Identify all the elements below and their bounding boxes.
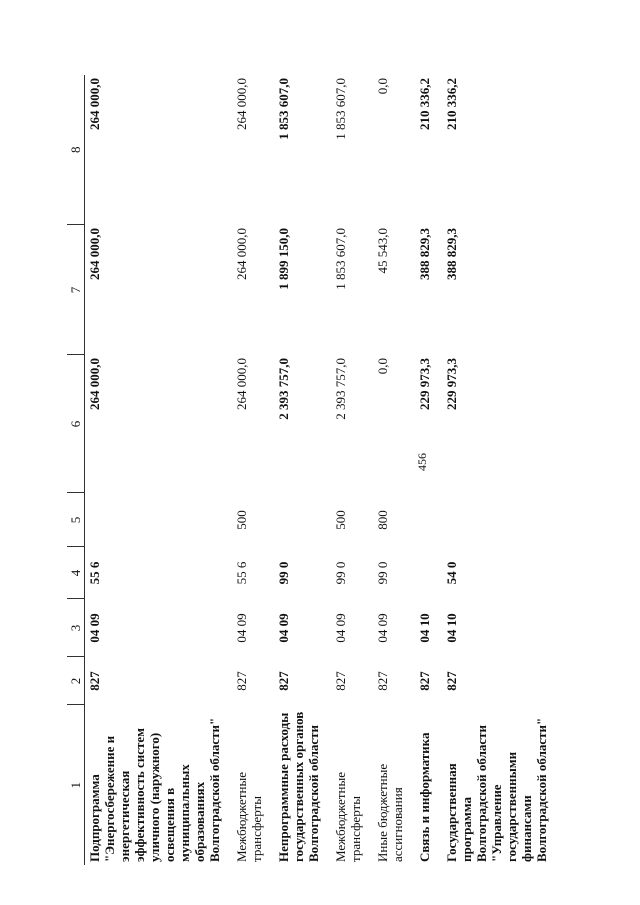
row-spacer xyxy=(224,75,232,865)
table-row xyxy=(373,75,407,865)
cell-expense-type xyxy=(442,493,551,547)
header-col-8: 8 xyxy=(67,75,85,225)
row-name: Межбюджетные трансферты xyxy=(333,772,363,862)
table-row xyxy=(274,75,323,865)
table-row xyxy=(442,75,551,865)
cell-expense-type xyxy=(415,493,434,547)
row-name: Иные бюджетные ассигнования xyxy=(375,763,405,862)
cell-expense-type: 500 xyxy=(234,510,249,530)
cell-program: 99 0 xyxy=(375,561,390,585)
cell-program: 55 6 xyxy=(87,561,102,585)
header-row xyxy=(67,75,85,865)
cell-section: 04 09 xyxy=(234,613,249,643)
row-name: Непрограммные расходы государственных органов Волгоградской области xyxy=(276,711,321,862)
cell-amount-col6: 2 393 757,0 xyxy=(276,358,291,420)
cell-program: 55 6 xyxy=(234,561,249,585)
cell-expense-type: 800 xyxy=(375,510,390,530)
row-name: Подпрограмма "Энергосбережение и энергетическая эффективность систем уличного (наружного) освещения в муниципальных образованиях Волгоградской области" xyxy=(87,717,222,862)
cell-amount-col6: 2 393 757,0 xyxy=(333,358,348,420)
table-row xyxy=(331,75,365,865)
cell-program: 99 0 xyxy=(276,561,291,585)
cell-section: 04 09 xyxy=(87,613,102,643)
table-body xyxy=(85,75,560,865)
cell-amount-col8: 210 336,2 xyxy=(417,78,432,130)
row-name: Государственная программа Волгоградской области "Управление государственными финансами Волгоградской области" xyxy=(444,717,549,862)
row-spacer xyxy=(434,75,442,865)
cell-section: 04 09 xyxy=(375,613,390,643)
table-row xyxy=(415,75,434,865)
cell-amount-col6: 229 973,3 xyxy=(444,358,459,410)
cell-ministry: 827 xyxy=(234,671,249,691)
cell-amount-col6: 229 973,3 xyxy=(417,358,432,410)
header-col-7: 7 xyxy=(67,225,85,355)
cell-amount-col7: 45 543,0 xyxy=(375,228,390,274)
cell-amount-col6: 264 000,0 xyxy=(234,358,249,410)
cell-ministry: 827 xyxy=(417,671,432,691)
cell-section: 04 09 xyxy=(333,613,348,643)
cell-expense-type xyxy=(274,493,323,547)
row-name: Связь и информатика xyxy=(417,732,432,862)
cell-ministry: 827 xyxy=(276,671,291,691)
header-col-4: 4 xyxy=(67,547,85,599)
cell-amount-col7: 264 000,0 xyxy=(234,228,249,280)
cell-program: 99 0 xyxy=(333,561,348,585)
cell-amount-col6: 0,0 xyxy=(375,358,390,375)
cell-ministry: 827 xyxy=(333,671,348,691)
cell-amount-col6: 264 000,0 xyxy=(87,358,102,410)
cell-amount-col8: 0,0 xyxy=(375,78,390,95)
cell-ministry: 827 xyxy=(444,671,459,691)
row-spacer xyxy=(266,75,274,865)
cell-amount-col7: 388 829,3 xyxy=(444,228,459,280)
row-spacer xyxy=(365,75,373,865)
row-spacer xyxy=(407,75,415,865)
cell-section: 04 10 xyxy=(417,613,432,643)
header-col-6: 6 xyxy=(67,355,85,493)
budget-table-container xyxy=(67,75,640,865)
cell-amount-col8: 1 853 607,0 xyxy=(276,78,291,140)
cell-amount-col8: 264 000,0 xyxy=(87,78,102,130)
cell-amount-col8: 264 000,0 xyxy=(234,78,249,130)
cell-program: 54 0 xyxy=(444,561,459,585)
cell-amount-col8: 1 853 607,0 xyxy=(333,78,348,140)
table-row xyxy=(232,75,266,865)
cell-expense-type xyxy=(85,493,225,547)
cell-ministry: 827 xyxy=(375,671,390,691)
page-number: 456 xyxy=(415,453,429,471)
cell-section: 04 10 xyxy=(444,613,459,643)
budget-table xyxy=(67,75,559,865)
cell-amount-col7: 1 853 607,0 xyxy=(333,228,348,290)
cell-amount-col7: 388 829,3 xyxy=(417,228,432,280)
cell-section: 04 09 xyxy=(276,613,291,643)
row-spacer xyxy=(323,75,331,865)
cell-ministry: 827 xyxy=(87,671,102,691)
header-col-5: 5 xyxy=(67,493,85,547)
table-row xyxy=(85,75,225,865)
cell-program xyxy=(415,547,434,599)
header-col-1: 1 xyxy=(67,705,85,865)
header-col-2: 2 xyxy=(67,657,85,705)
header-col-3: 3 xyxy=(67,599,85,657)
cell-amount-col7: 264 000,0 xyxy=(87,228,102,280)
cell-expense-type: 500 xyxy=(333,510,348,530)
row-name: Межбюджетные трансферты xyxy=(234,772,264,862)
cell-amount-col8: 210 336,2 xyxy=(444,78,459,130)
row-spacer xyxy=(551,75,559,865)
cell-amount-col7: 1 899 150,0 xyxy=(276,228,291,290)
